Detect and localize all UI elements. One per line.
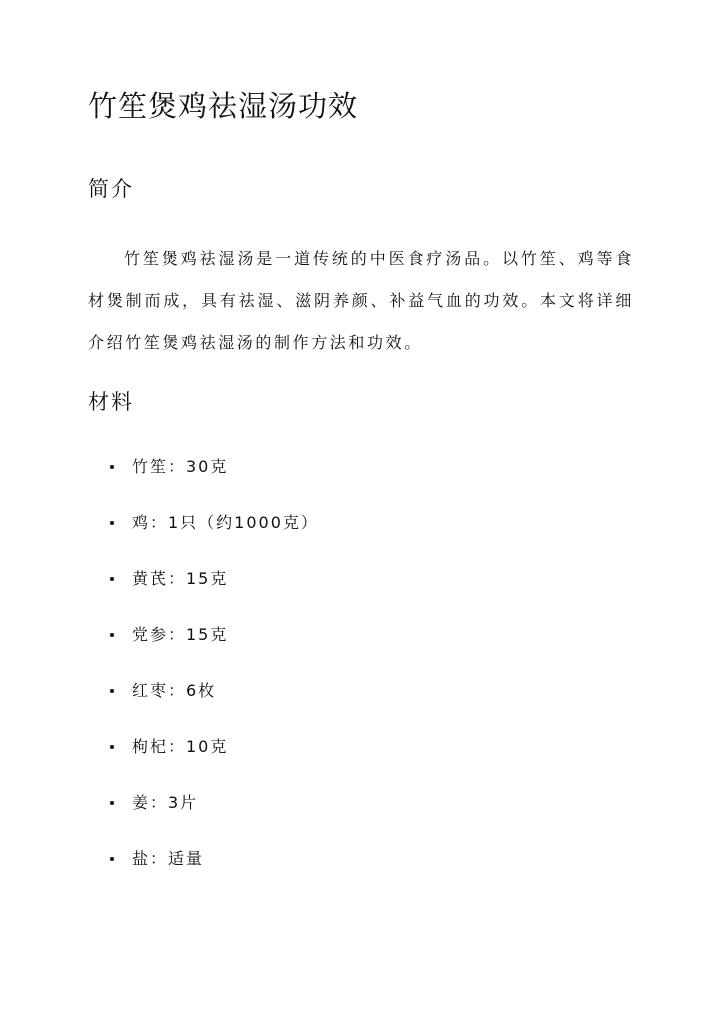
- bullet-icon: [110, 745, 114, 749]
- material-text: 姜：3片: [132, 793, 199, 812]
- material-text: 党参：15克: [132, 625, 229, 644]
- material-text: 红枣：6枚: [132, 681, 217, 700]
- intro-paragraph: 竹笙煲鸡祛湿汤是一道传统的中医食疗汤品。以竹笙、鸡等食材煲制而成，具有祛湿、滋阴养颜、补益气血的功效。本文将详细介绍竹笙煲鸡祛湿汤的制作方法和功效。: [88, 249, 634, 352]
- material-text: 盐：适量: [132, 849, 205, 868]
- bullet-icon: [110, 465, 114, 469]
- material-text: 竹笙：30克: [132, 457, 229, 476]
- material-text: 黄芪：15克: [132, 569, 229, 588]
- material-text: 鸡：1只（约1000克）: [132, 513, 319, 532]
- bullet-icon: [110, 689, 114, 693]
- bullet-icon: [110, 801, 114, 805]
- document-title: 竹笙煲鸡祛湿汤功效: [88, 89, 359, 123]
- bullet-icon: [110, 521, 114, 525]
- material-text: 枸杞：10克: [132, 737, 229, 756]
- bullet-icon: [110, 857, 114, 861]
- bullet-icon: [110, 633, 114, 637]
- bullet-icon: [110, 577, 114, 581]
- intro-heading: 简介: [88, 177, 134, 201]
- materials-heading: 材料: [88, 390, 134, 414]
